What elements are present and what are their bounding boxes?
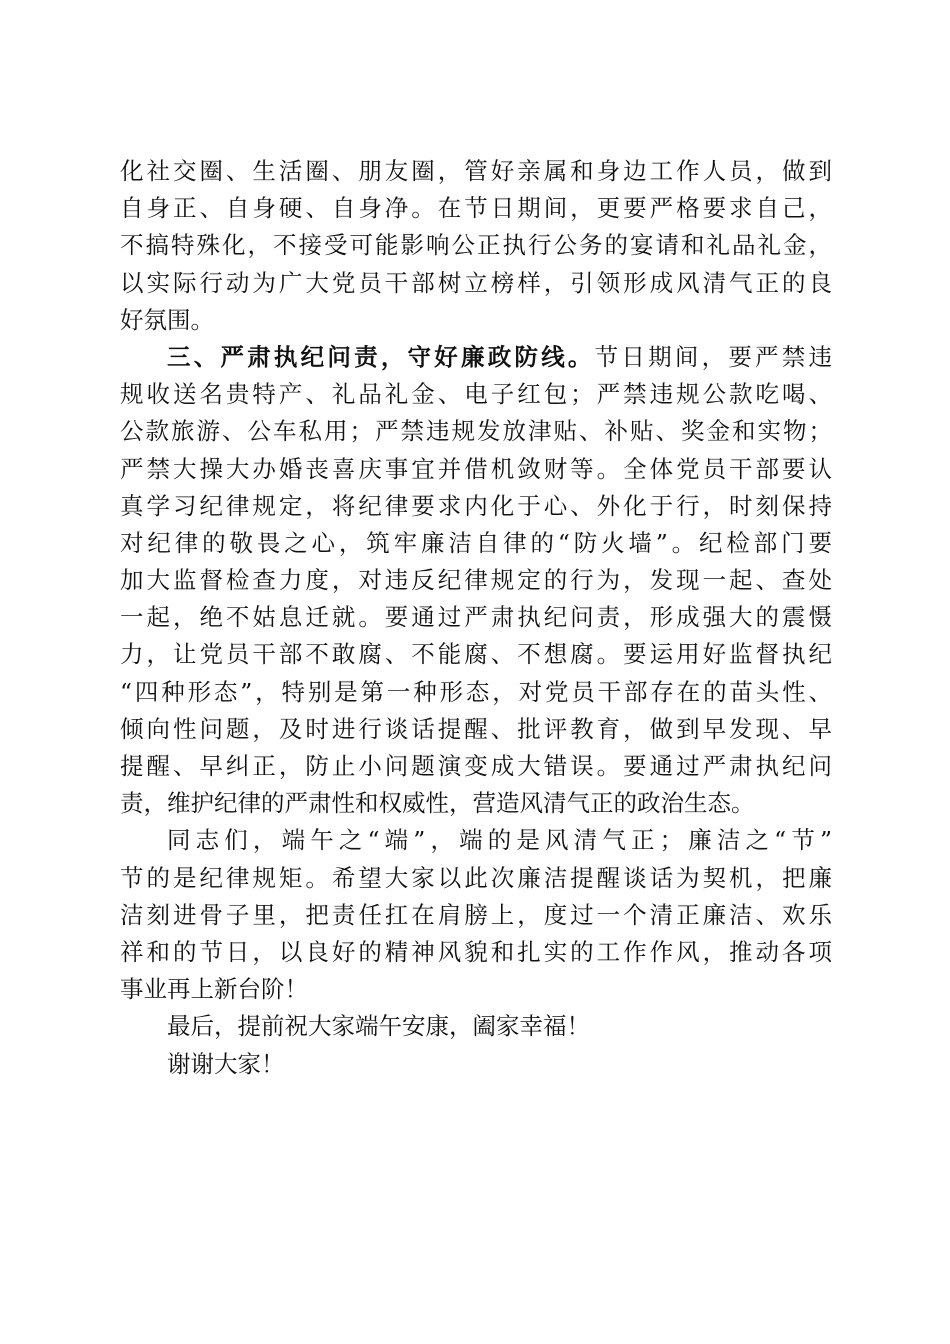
text-line: 自身正、自身硬、自身净。在节日期间，更要严格要求自己， [120,194,832,223]
text-line: 一起，绝不姑息迁就。要通过严肃执纪问责，形成强大的震慑 [120,603,832,632]
text-line: 责，维护纪律的严肃性和权威性，营造风清气正的政治生态。 [120,789,755,818]
document-body [120,153,832,1083]
text-line [120,339,832,376]
paragraph-discipline-accountability [120,339,832,822]
text-line: 最后，提前祝大家端午安康，阖家幸福！ [167,1012,590,1041]
section-heading: 三、严肃执纪问责，守好廉政防线。 [167,342,595,371]
text-line: 倾向性问题，及时进行谈话提醒、批评教育，做到早发现、早 [120,714,832,743]
text-line: 规收送名贵特产、礼品礼金、电子红包；严禁违规公款吃喝、 [120,380,832,409]
text-line: 严禁大操大办婚丧喜庆事宜并借机敛财等。全体党员干部要认 [120,454,832,483]
text-line: 好氛围。 [120,305,214,334]
paragraph-self-discipline [120,153,832,339]
text-run: 节日期间，要严禁违 [594,342,833,371]
text-line: 提醒、早纠正，防止小问题演变成大错误。要通过严肃执纪问 [120,752,832,780]
text-line: “四种形态”，特别是第一种形态，对党员干部存在的苗头性、 [120,677,832,706]
text-line: 真学习纪律规定，将纪律要求内化于心、外化于行，时刻保持 [120,491,832,520]
paragraph-holiday-wishes [120,1008,832,1045]
text-line: 事业再上新台阶！ [120,975,308,1004]
text-line: 洁刻进骨子里，把责任扛在肩膀上，度过一个清正廉洁、欢乐 [120,900,832,929]
text-line: 力，让党员干部不敢腐、不能腐、不想腐。要运用好监督执纪 [120,640,832,669]
text-line: 加大监督检查力度，对违反纪律规定的行为，发现一起、查处 [120,566,832,595]
text-line: 祥和的节日，以良好的精神风貌和扎实的工作作风，推动各项 [120,937,832,966]
paragraph-thanks [120,1046,832,1083]
text-line: 化社交圈、生活圈、朋友圈，管好亲属和身边工作人员，做到 [120,157,832,185]
text-line: 谢谢大家！ [167,1049,285,1078]
text-line: 不搞特殊化，不接受可能影响公正执行公务的宴请和礼品礼金， [120,231,832,260]
text-line: 公款旅游、公车私用；严禁违规发放津贴、补贴、奖金和实物； [120,417,832,446]
text-line: 以实际行动为广大党员干部树立榜样，引领形成风清气正的良 [120,268,832,297]
text-line: 同志们，端午之“端”，端的是风清气正；廉洁之“节” [167,826,832,855]
text-line: 对纪律的敬畏之心，筑牢廉洁自律的“防火墙”。纪检部门要 [120,528,832,557]
text-line: 节的是纪律规矩。希望大家以此次廉洁提醒谈话为契机，把廉 [120,863,832,892]
paragraph-closing-appeal [120,822,832,1008]
